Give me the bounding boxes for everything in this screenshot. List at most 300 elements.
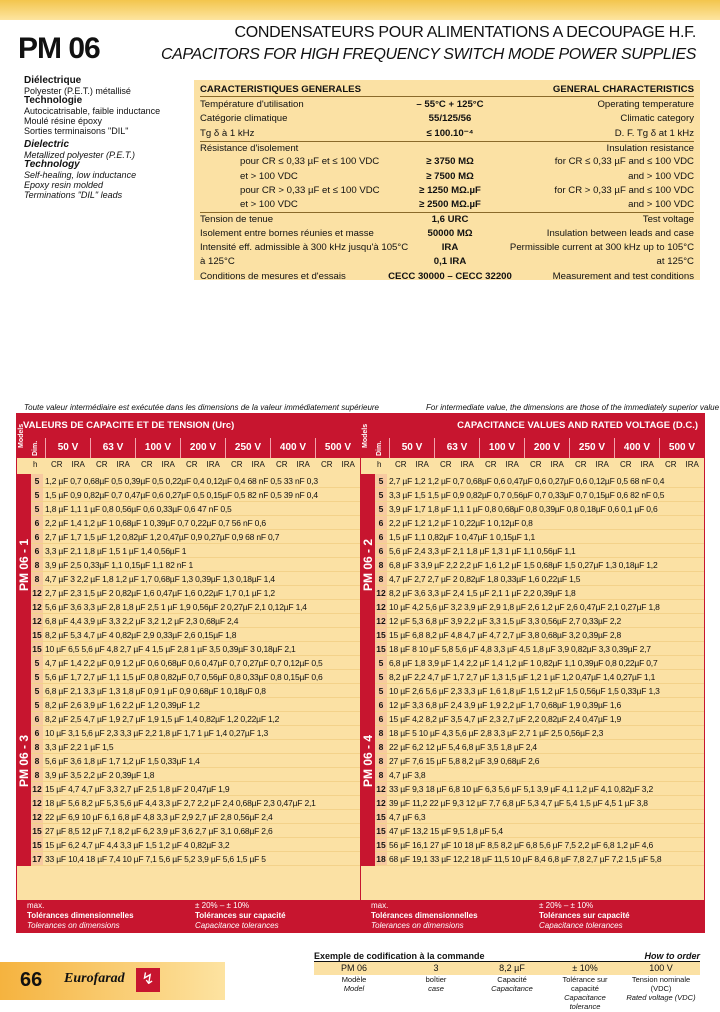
height-value: 17 <box>32 854 42 864</box>
voltage-column-header: 400 V <box>270 438 315 458</box>
row-values: 5,6 µF 2,4 3,3 µF 2,1 1,8 µF 1,3 1 µF 1,1 0,56µF 1,1 <box>389 546 576 556</box>
table-row <box>31 698 360 712</box>
height-value: 15 <box>32 826 42 836</box>
models-dim-header <box>361 423 389 458</box>
dim-label: Dim. <box>376 440 383 456</box>
height-value: 5 <box>31 684 43 697</box>
height-value: 12 <box>32 602 42 612</box>
height-value: 15 <box>376 812 386 822</box>
height-value: 12 <box>32 784 42 794</box>
table-row <box>31 782 360 796</box>
cr-label: CR <box>141 460 153 469</box>
table-row <box>31 712 360 726</box>
header-english: GENERAL CHARACTERISTICS <box>552 84 694 95</box>
order-value: PM 06 <box>340 963 367 973</box>
row-values: 3,9 µF 3,5 2,2 µF 2 0,39µF 1,8 <box>45 770 155 780</box>
table-row <box>375 740 704 754</box>
row-label-english: Measurement and test conditions <box>552 270 694 282</box>
tol-max-label: max. <box>371 901 389 910</box>
ira-label: IRA <box>415 460 429 469</box>
heading-dielectrique: Diélectrique <box>24 75 82 86</box>
height-value: 12 <box>32 812 42 822</box>
height-value: 5 <box>375 684 387 697</box>
row-label-english: for CR > 0,33 µF and ≤ 100 VDC <box>554 184 694 196</box>
order-label-fr: boîtier <box>425 975 447 984</box>
height-value: 5 <box>31 698 43 711</box>
cr-label: CR <box>530 460 542 469</box>
row-label-french: Tension de tenue <box>200 214 274 226</box>
voltage-column-header: 250 V <box>569 438 614 458</box>
row-values: 15 µF 4,7 4,7 µF 3,3 2,7 µF 2,5 1,8 µF 2 0,47µF 1,9 <box>45 784 230 794</box>
row-label-french: Résistance d'isolement <box>200 142 299 154</box>
table-row <box>31 852 360 866</box>
cap-tol-english: Capacitance tolerances <box>539 921 623 930</box>
order-label-fr: Tension nominale (VDC) <box>631 975 691 993</box>
row-values: 1,2 µF 0,7 0,68µF 0,5 0,39µF 0,5 0,22µF 0,4 0,12µF 0,4 68 nF 0,5 33 nF 0,3 <box>45 476 318 486</box>
table-row <box>31 740 360 754</box>
row-values: 27 µF 7,6 15 µF 5,8 8,2 µF 3,9 0,68µF 2,6 <box>389 756 540 766</box>
height-value: 12 <box>376 602 386 612</box>
cr-label: CR <box>321 460 333 469</box>
tol-french: Tolérances dimensionnelles <box>27 911 134 920</box>
voltage-column-header: 500 V <box>315 438 360 458</box>
left-table-title: VALEURS DE CAPACITE ET DE TENSION (Urc) <box>17 414 360 438</box>
h-label: h <box>33 460 38 469</box>
model-name: PM 06 - 4 <box>361 734 375 788</box>
table-row <box>375 656 704 670</box>
header <box>0 20 720 72</box>
height-value: 15 <box>32 630 42 640</box>
row-value: CECC 30000 – CECC 32200 <box>388 270 512 282</box>
note-english: For intermediate value, the dimensions are those of the immediately superior value <box>426 403 720 412</box>
table-row <box>375 838 704 852</box>
row-values: 5,6 µF 3,6 1,8 µF 1,7 1,2 µF 1,5 0,33µF 1,4 <box>45 756 200 766</box>
table-row <box>31 628 360 642</box>
row-values: 3,3 µF 1,5 1,5 µF 0,9 0,82µF 0,7 0,56µF 0,7 0,33µF 0,7 0,15µF 0,6 82 nF 0,5 <box>389 490 665 500</box>
table-row <box>375 796 704 810</box>
table-row <box>31 572 360 586</box>
row-value: – 55°C + 125°C <box>416 99 484 110</box>
row-values: 6,8 µF 2,1 3,3 µF 1,3 1,8 µF 0,9 1 µF 0,9 0,68µF 1 0,18µF 0,8 <box>45 686 266 696</box>
row-label-french: à 125°C <box>200 256 235 268</box>
table-row <box>31 838 360 852</box>
capacitance-tolerance <box>539 901 630 931</box>
row-label-english: Climatic category <box>620 113 694 125</box>
order-value: 8,2 µF <box>499 963 525 973</box>
height-value: 12 <box>376 798 386 808</box>
row-values: 10 µF 4,2 5,6 µF 3,2 3,9 µF 2,9 1,8 µF 2,6 1,2 µF 2,6 0,47µF 2,1 0,27µF 1,8 <box>389 602 660 612</box>
height-value: 6 <box>375 530 387 543</box>
order-label-fr: Capacité <box>497 975 527 984</box>
row-values: 39 µF 11,2 22 µF 9,3 12 µF 7,7 6,8 µF 5,3 4,7 µF 5,4 1,5 µF 4,5 1 µF 3,8 <box>389 798 648 808</box>
row-label-english: Permissible current at 300 kHz up to 105°C <box>509 242 694 253</box>
row-values: 22 µF 6,9 10 µF 6,1 6,8 µF 4,8 3,3 µF 2,9 2,7 µF 2,8 0,56µF 2,4 <box>45 812 273 822</box>
series-title: PM 06 <box>18 32 100 65</box>
capacitance-tolerance <box>195 901 286 931</box>
height-value: 5 <box>31 656 43 669</box>
table-row <box>375 754 704 768</box>
height-value: 8 <box>375 572 387 585</box>
height-value: 5 <box>31 502 43 515</box>
row-values: 10 µF 3,1 5,6 µF 2,3 3,3 µF 2,2 1,8 µF 1,7 1 µF 1,4 0,27µF 1,3 <box>45 728 268 738</box>
voltage-column-header: 50 V <box>45 438 90 458</box>
row-values: 22 µF 6,2 12 µF 5,4 6,8 µF 3,5 1,8 µF 2,4 <box>389 742 537 752</box>
row-value: 55/125/56 <box>428 113 472 125</box>
row-values: 4,7 µF 3 2,2 µF 1,8 1,2 µF 1,7 0,68µF 1,3 0,39µF 1,3 0,18µF 1,4 <box>45 574 275 584</box>
row-values: 6,8 µF 1,8 3,9 µF 1,4 2,2 µF 1,4 1,2 µF 1 0,82µF 1,1 0,39µF 0,8 0,22µF 0,7 <box>389 658 658 668</box>
row-values: 33 µF 9,3 18 µF 6,8 10 µF 6,3 5,6 µF 5,1 3,9 µF 4,1 1,2 µF 4,1 0,82µF 3,2 <box>389 784 653 794</box>
order-label-en: Rated voltage (VDC) <box>626 993 696 1002</box>
table-row <box>375 614 704 628</box>
row-values: 2,7 µF 1,7 1,5 µF 1,2 0,82µF 1,2 0,47µF 0,9 0,27µF 0,9 68 nF 0,7 <box>45 532 280 542</box>
row-values: 8,2 µF 2,5 4,7 µF 1,9 2,7 µF 1,9 1,5 µF 1,4 0,82µF 1,2 0,22µF 1,2 <box>45 714 280 724</box>
row-label-french: pour CR ≤ 0,33 µF et ≤ 100 VDC <box>240 156 380 168</box>
row-values: 56 µF 16,1 27 µF 10 18 µF 8,5 8,2 µF 6,8 5,6 µF 7,5 2,2 µF 6,8 1,2 µF 4,6 <box>389 840 653 850</box>
table-row <box>31 474 360 488</box>
table-row <box>31 768 360 782</box>
voltage-column-header: 500 V <box>659 438 704 458</box>
row-label-english: Insulation resistance <box>606 142 694 154</box>
heading-technology: Technology <box>24 159 80 170</box>
row-value: 1,6 URC <box>431 214 469 226</box>
row-label-french: Tg δ à 1 kHz <box>200 127 255 139</box>
ira-label: IRA <box>685 460 699 469</box>
voltage-column-header: 100 V <box>135 438 180 458</box>
table-row <box>31 614 360 628</box>
models-label: Models <box>18 423 25 448</box>
ira-label: IRA <box>341 460 355 469</box>
ira-label: IRA <box>251 460 265 469</box>
row-label-english: and > 100 VDC <box>628 170 694 182</box>
right-capacitance-table <box>360 413 705 933</box>
row-values: 2,7 µF 1,2 1,2 µF 0,7 0,68µF 0,6 0,47µF 0,6 0,27µF 0,6 0,12µF 0,5 68 nF 0,4 <box>389 476 665 486</box>
voltage-column-header: 200 V <box>524 438 569 458</box>
row-values: 4,7 µF 2,7 2,7 µF 2 0,82µF 1,8 0,33µF 1,6 0,22µF 1,5 <box>389 574 581 584</box>
order-heading-french: Exemple de codification à la commande <box>314 951 485 961</box>
title-french: CONDENSATEURS POUR ALIMENTATIONS A DECOUPAGE H.F. <box>234 24 696 41</box>
row-values: 1,8 µF 1,1 1 µF 0,8 0,56µF 0,6 0,33µF 0,6 47 nF 0,5 <box>45 504 232 514</box>
subheader-row <box>389 458 704 472</box>
cr-label: CR <box>395 460 407 469</box>
general-row <box>200 127 694 141</box>
general-row <box>200 212 694 226</box>
row-label-english: at 125°C <box>656 256 694 268</box>
row-value: 50000 MΩ <box>427 227 473 239</box>
general-row <box>200 198 694 212</box>
table-row <box>31 670 360 684</box>
height-value: 5 <box>31 488 43 501</box>
row-values: 3,9 µF 1,7 1,8 µF 1,1 1 µF 0,8 0,68µF 0,8 0,39µF 0,8 0,18µF 0,6 0,1 µF 0,6 <box>389 504 658 514</box>
order-example <box>314 950 700 1011</box>
order-label-en: Capacitance tolerance <box>564 993 606 1011</box>
top-color-band <box>0 0 720 20</box>
height-value: 12 <box>32 798 42 808</box>
table-row <box>375 516 704 530</box>
subheader-row <box>45 458 360 472</box>
text-line: Sorties terminaisons "DIL" <box>24 126 129 136</box>
height-value: 12 <box>376 588 386 598</box>
text-line: Epoxy resin molded <box>24 180 104 190</box>
voltage-column-header: 400 V <box>614 438 659 458</box>
models-label: Models <box>362 423 369 448</box>
table-row <box>31 824 360 838</box>
height-value: 6 <box>31 530 43 543</box>
height-value: 6 <box>31 726 43 739</box>
general-row <box>200 270 694 284</box>
table-row <box>375 852 704 866</box>
table-row <box>31 600 360 614</box>
model-group-label <box>17 656 31 866</box>
cr-label: CR <box>620 460 632 469</box>
row-values: 2,7 µF 2,3 1,5 µF 2 0,82µF 1,6 0,47µF 1,6 0,22µF 1,7 0,1 µF 1,2 <box>45 588 275 598</box>
row-values: 3,3 µF 2,1 1,8 µF 1,5 1 µF 1,4 0,56µF 1 <box>45 546 187 556</box>
order-label <box>476 975 548 993</box>
order-label-fr: Modèle <box>341 975 367 984</box>
height-value: 8 <box>31 572 43 585</box>
table-row <box>31 810 360 824</box>
height-value: 6 <box>375 516 387 529</box>
order-label <box>396 975 476 993</box>
row-values: 1,5 µF 1,1 0,82µF 1 0,47µF 1 0,15µF 1,1 <box>389 532 535 542</box>
text-line: Moulé résine époxy <box>24 116 103 126</box>
general-row <box>200 155 694 169</box>
table-row <box>375 558 704 572</box>
row-values: 10 µF 2,6 5,6 µF 2,3 3,3 µF 1,6 1,8 µF 1,5 1,2 µF 1,5 0,56µF 1,5 0,33µF 1,3 <box>389 686 660 696</box>
height-value: 5 <box>375 656 387 669</box>
row-label-english: Test voltage <box>642 214 694 226</box>
row-values: 18 µF 8 10 µF 5,8 5,6 µF 4,8 3,3 µF 4,5 1,8 µF 3,9 0,82µF 3,3 0,39µF 2,7 <box>389 644 651 654</box>
order-label <box>550 975 620 1011</box>
height-value: 8 <box>375 768 387 781</box>
order-value: ± 10% <box>572 963 598 973</box>
dimension-tolerance <box>371 901 478 931</box>
model-name: PM 06 - 3 <box>17 734 31 788</box>
row-values: 15 µF 6,8 8,2 µF 4,8 4,7 µF 4,7 2,7 µF 3,8 0,68µF 3,2 0,39µF 2,8 <box>389 630 622 640</box>
general-header <box>200 83 694 97</box>
row-value: ≥ 2500 MΩ.µF <box>419 199 481 211</box>
voltage-column-header: 63 V <box>90 438 135 458</box>
height-value: 6 <box>31 516 43 529</box>
row-label-french: et > 100 VDC <box>240 170 298 182</box>
height-value: 8 <box>375 740 387 753</box>
height-value: 5 <box>375 670 387 683</box>
table-row <box>375 670 704 684</box>
row-label-french: Intensité eff. admissible à 300 kHz jusqu'à 105°C <box>200 242 409 253</box>
row-label-french: et > 100 VDC <box>240 199 298 211</box>
table-row <box>31 726 360 740</box>
height-value: 8 <box>31 558 43 571</box>
row-values: 18 µF 5 10 µF 4,3 5,6 µF 2,8 3,3 µF 2,7 1 µF 2,5 0,56µF 2,3 <box>389 728 604 738</box>
table-row <box>31 488 360 502</box>
cr-label: CR <box>575 460 587 469</box>
left-capacitance-table <box>16 413 361 933</box>
brand-name: Eurofarad <box>64 971 125 986</box>
order-header <box>314 950 700 962</box>
english-description <box>24 140 194 200</box>
height-value: 15 <box>32 840 42 850</box>
row-values: 33 µF 10,4 18 µF 7,4 10 µF 7,1 5,6 µF 5,2 3,9 µF 5,6 1,5 µF 5 <box>45 854 266 864</box>
general-row <box>200 141 694 155</box>
height-value: 5 <box>375 488 387 501</box>
tol-max-label: max. <box>27 901 45 910</box>
height-value: 15 <box>376 630 386 640</box>
height-value: 12 <box>32 616 42 626</box>
row-values: 6,8 µF 4,4 3,9 µF 3,3 2,2 µF 3,2 1,2 µF 2,3 0,68µF 2,4 <box>45 616 239 626</box>
height-value: 15 <box>376 826 386 836</box>
cr-label: CR <box>96 460 108 469</box>
text-line: Metallized polyester (P.E.T.) <box>24 150 136 160</box>
row-label-french: Catégorie climatique <box>200 113 288 125</box>
table-row <box>31 502 360 516</box>
row-value: 0,1 IRA <box>433 256 467 268</box>
row-values: 8,2 µF 5,3 4,7 µF 4 0,82µF 2,9 0,33µF 2,6 0,15µF 1,8 <box>45 630 237 640</box>
model-name: PM 06 - 2 <box>361 538 375 592</box>
dielectric-description <box>24 76 194 200</box>
general-row <box>200 98 694 112</box>
row-values: 8,2 µF 2,6 3,9 µF 1,6 2,2 µF 1,2 0,39µF 1,2 <box>45 700 200 710</box>
row-values: 18 µF 5,6 8,2 µF 5,3 5,6 µF 4,4 3,3 µF 2,7 2,2 µF 2,4 0,68µF 2,3 0,47µF 2,1 <box>45 798 316 808</box>
tol-english: Tolerances on dimensions <box>371 921 464 930</box>
cap-tol-french: Tolérances sur capacité <box>539 911 630 920</box>
row-label-english: D. F. Tg δ at 1 kHz <box>614 127 694 139</box>
height-value: 8 <box>31 740 43 753</box>
cr-label: CR <box>231 460 243 469</box>
height-value: 8 <box>375 726 387 739</box>
row-values: 4,7 µF 3,8 <box>389 770 426 780</box>
order-values <box>314 962 700 975</box>
cr-label: CR <box>440 460 452 469</box>
cr-label: CR <box>665 460 677 469</box>
row-value: ≥ 7500 MΩ <box>426 170 474 182</box>
table-row <box>375 628 704 642</box>
row-values: 12 µF 3,3 6,8 µF 2,4 3,9 µF 1,9 2,2 µF 1,7 0,68µF 1,9 0,39µF 1,6 <box>389 700 622 710</box>
row-values: 1,5 µF 0,9 0,82µF 0,7 0,47µF 0,6 0,27µF 0,5 0,15µF 0,5 82 nF 0,5 39 nF 0,4 <box>45 490 318 500</box>
row-value: ≥ 3750 MΩ <box>426 156 474 168</box>
page-number: 66 <box>20 969 43 991</box>
order-label-fr: Tolérance sur capacité <box>562 975 608 993</box>
cap-tol-english: Capacitance tolerances <box>195 921 279 930</box>
row-values: 10 µF 6,5 5,6 µF 4,8 2,7 µF 4 1,5 µF 2,8 1 µF 3,5 0,39µF 3 0,18µF 2,1 <box>45 644 296 654</box>
table-row <box>375 726 704 740</box>
order-label <box>622 975 700 1002</box>
tolerance-bar <box>17 900 360 932</box>
heading-technologie: Technologie <box>24 95 83 106</box>
right-table-title: CAPACITANCE VALUES AND RATED VOLTAGE (D.C.) <box>361 414 704 438</box>
height-value: 5 <box>375 502 387 515</box>
row-values: 3,9 µF 2,5 0,33µF 1,1 0,15µF 1,1 82 nF 1 <box>45 560 193 570</box>
row-values: 5,6 µF 1,7 2,7 µF 1,1 1,5 µF 0,8 0,82µF 0,7 0,56µF 0,8 0,33µF 0,8 0,15µF 0,6 <box>45 672 323 682</box>
table-row <box>375 544 704 558</box>
general-row <box>200 255 694 269</box>
model-group-label <box>17 474 31 656</box>
order-label-en: case <box>428 984 444 993</box>
ira-label: IRA <box>640 460 654 469</box>
table-row <box>375 824 704 838</box>
ira-label: IRA <box>505 460 519 469</box>
table-row <box>375 782 704 796</box>
table-row <box>375 684 704 698</box>
order-value: 3 <box>433 963 439 973</box>
table-row <box>375 572 704 586</box>
header-french: CARACTERISTIQUES GENERALES <box>200 84 361 95</box>
row-values: 12 µF 5,3 6,8 µF 3,9 2,2 µF 3,3 1,5 µF 3,3 0,56µF 2,7 0,33µF 2,2 <box>389 616 622 626</box>
row-values: 47 µF 13,2 15 µF 9,5 1,8 µF 5,4 <box>389 826 503 836</box>
table-row <box>375 698 704 712</box>
general-characteristics-box <box>194 80 700 280</box>
row-label-english: and > 100 VDC <box>628 199 694 211</box>
row-values: 2,2 µF 1,4 1,2 µF 1 0,68µF 1 0,39µF 0,7 0,22µF 0,7 56 nF 0,6 <box>45 518 266 528</box>
table-row <box>31 516 360 530</box>
dim-label: Dim. <box>32 440 39 456</box>
row-label-french: Température d'utilisation <box>200 99 304 110</box>
model-group-label <box>361 474 375 656</box>
row-values: 15 µF 4,2 8,2 µF 3,5 4,7 µF 2,3 2,7 µF 2,2 0,82µF 2,4 0,47µF 1,9 <box>389 714 622 724</box>
table-row <box>31 656 360 670</box>
table-row <box>375 530 704 544</box>
table-row <box>31 586 360 600</box>
row-values: 4,7 µF 6,3 <box>389 812 426 822</box>
general-row <box>200 170 694 184</box>
height-value: 5 <box>31 474 43 487</box>
row-label-french: Conditions de mesures et d'essais <box>200 270 346 282</box>
models-dim-header <box>17 423 45 458</box>
text-line: Autocicatrisable, faible inductance <box>24 106 161 116</box>
ira-label: IRA <box>460 460 474 469</box>
model-group-label <box>361 656 375 866</box>
row-values: 3,3 µF 2,2 1 µF 1,5 <box>45 742 114 752</box>
height-value: 15 <box>32 644 42 654</box>
voltage-column-header: 50 V <box>389 438 434 458</box>
height-value: 6 <box>31 712 43 725</box>
ira-label: IRA <box>161 460 175 469</box>
tol-english: Tolerances on dimensions <box>27 921 120 930</box>
height-value: 5 <box>375 474 387 487</box>
height-value: 8 <box>31 768 43 781</box>
cr-label: CR <box>276 460 288 469</box>
row-values: 8,2 µF 3,6 3,3 µF 2,4 1,5 µF 2,1 1 µF 2,2 0,39µF 1,8 <box>389 588 576 598</box>
order-label-en: Model <box>343 984 365 993</box>
height-value: 15 <box>376 840 386 850</box>
brand-logo-icon: ↯ <box>136 968 160 992</box>
text-line: Terminations "DIL" leads <box>24 190 123 200</box>
table-row <box>31 684 360 698</box>
table-row <box>375 712 704 726</box>
ira-label: IRA <box>206 460 220 469</box>
height-value: 8 <box>31 754 43 767</box>
cap-tol-value: ± 20% – ± 10% <box>195 901 250 910</box>
table-row <box>375 600 704 614</box>
cap-tol-french: Tolérances sur capacité <box>195 911 286 920</box>
tolerance-bar <box>361 900 704 932</box>
footer <box>0 962 225 1000</box>
row-values: 8,2 µF 2,2 4,7 µF 1,7 2,7 µF 1,3 1,5 µF 1,2 1 µF 1,2 0,47µF 1,4 0,27µF 1,1 <box>389 672 656 682</box>
height-value: 8 <box>375 754 387 767</box>
order-heading-english: How to order <box>644 951 700 961</box>
table-row <box>375 586 704 600</box>
dimension-tolerance <box>27 901 134 931</box>
table-row <box>31 796 360 810</box>
table-row <box>375 488 704 502</box>
table-row <box>375 768 704 782</box>
table-row <box>31 754 360 768</box>
table-row <box>31 530 360 544</box>
table-row <box>31 642 360 656</box>
cr-label: CR <box>51 460 63 469</box>
h-label: h <box>377 460 382 469</box>
row-value: IRA <box>441 242 459 253</box>
table-row <box>31 544 360 558</box>
height-value: 12 <box>32 588 42 598</box>
